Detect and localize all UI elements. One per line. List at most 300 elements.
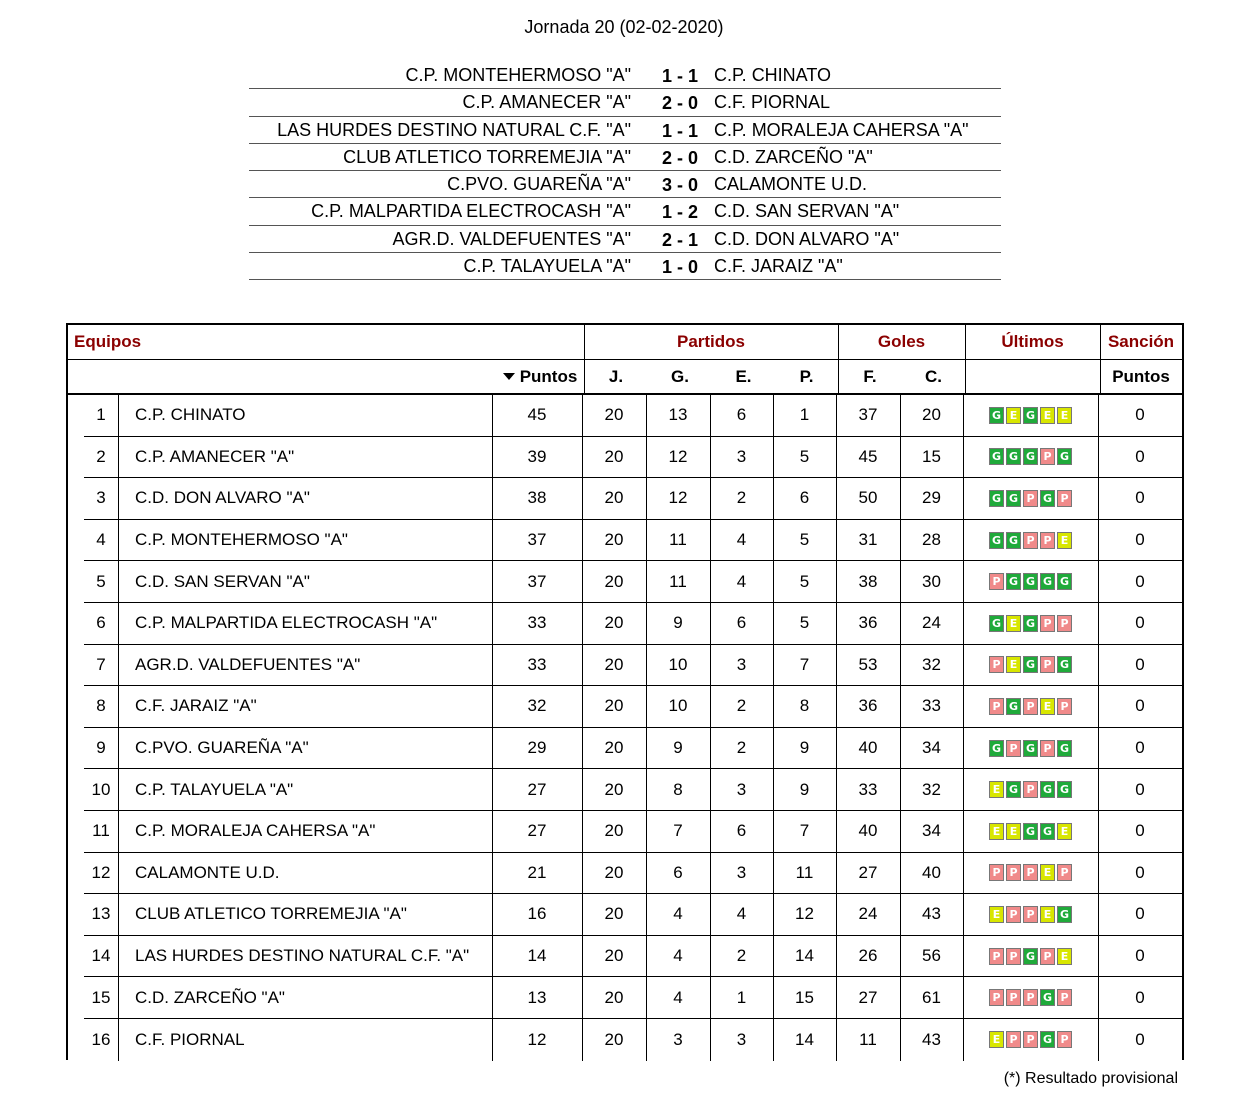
cell-pos: 6	[96, 613, 106, 633]
result-badge: P	[989, 948, 1004, 965]
result-badge: E	[1040, 698, 1055, 715]
result-badge: E	[1057, 407, 1072, 424]
cell-pts: 27	[527, 821, 547, 841]
result-badge: P	[1057, 1031, 1072, 1048]
result-badge: P	[1057, 490, 1072, 507]
cell-g: 9	[673, 613, 683, 633]
last-results	[963, 769, 1098, 810]
header-ultimos: Últimos	[1001, 332, 1064, 351]
cell-j: 20	[604, 946, 624, 966]
cell-pos: 8	[96, 696, 106, 716]
cell-j: 20	[604, 613, 624, 633]
cell-team: AGR.D. VALDEFUENTES "A"	[135, 654, 361, 674]
result-badge: G	[1040, 573, 1055, 590]
cell-e: 3	[736, 654, 747, 674]
cell-g: 4	[673, 946, 683, 966]
result-badge: P	[1006, 948, 1021, 965]
cell-sancion: 0	[1135, 696, 1145, 716]
cell-e: 2	[736, 738, 747, 758]
last-results	[963, 520, 1098, 561]
cell-pos: 1	[96, 405, 106, 425]
header-sancion: Sanción	[1107, 332, 1175, 351]
result-score: 1 - 1	[661, 120, 699, 141]
cell-pts: 37	[527, 571, 547, 591]
result-row	[249, 198, 1001, 225]
table-row	[84, 478, 1184, 520]
result-badge: P	[1040, 948, 1055, 965]
result-badge: G	[1040, 490, 1055, 507]
cell-e: 2	[736, 946, 747, 966]
cell-p: 6	[799, 488, 810, 508]
result-badge: G	[1057, 740, 1072, 757]
last-results	[963, 811, 1098, 852]
table-row	[84, 686, 1184, 728]
result-score: 1 - 2	[661, 202, 699, 223]
table-row	[84, 645, 1184, 687]
cell-team: CALAMONTE U.D.	[135, 862, 280, 882]
result-badge: G	[1040, 823, 1055, 840]
cell-pts: 14	[527, 946, 547, 966]
result-home-team: C.P. AMANECER "A"	[462, 92, 631, 113]
cell-p: 5	[799, 571, 810, 591]
cell-sancion: 0	[1135, 488, 1145, 508]
cell-pts: 33	[527, 613, 547, 633]
result-badge: P	[1057, 989, 1072, 1006]
result-row	[249, 144, 1001, 171]
cell-sancion: 0	[1135, 821, 1145, 841]
cell-j: 20	[604, 446, 624, 466]
result-away-team: C.P. MORALEJA CAHERSA "A"	[714, 119, 969, 140]
cell-team: C.D. DON ALVARO "A"	[135, 488, 310, 508]
cell-team: C.P. MONTEHERMOSO "A"	[135, 530, 348, 550]
result-badge: E	[1040, 906, 1055, 923]
sort-down-icon	[503, 373, 515, 380]
result-badge: G	[1006, 698, 1021, 715]
cell-e: 4	[736, 904, 747, 924]
result-badge: G	[1023, 823, 1038, 840]
cell-f: 24	[858, 904, 878, 924]
result-badge: P	[1040, 740, 1055, 757]
header-j: J.	[608, 366, 624, 386]
cell-j: 20	[604, 738, 624, 758]
cell-f: 27	[858, 862, 878, 882]
result-badge: G	[1023, 948, 1038, 965]
result-badge: G	[989, 448, 1004, 465]
cell-c: 56	[922, 946, 941, 966]
table-row	[84, 811, 1184, 853]
result-badge: P	[1023, 698, 1038, 715]
cell-g: 9	[673, 738, 683, 758]
cell-pos: 15	[91, 987, 111, 1007]
cell-team: C.P. AMANECER "A"	[135, 446, 295, 466]
cell-pts: 27	[527, 779, 547, 799]
cell-f: 50	[858, 488, 878, 508]
result-badge: P	[1023, 906, 1038, 923]
cell-c: 43	[922, 1029, 941, 1049]
result-badge: E	[989, 823, 1004, 840]
result-badge: P	[1023, 490, 1038, 507]
sort-puntos-header[interactable]	[498, 360, 582, 393]
result-badge: G	[1057, 448, 1072, 465]
result-home-team: LAS HURDES DESTINO NATURAL C.F. "A"	[277, 119, 631, 140]
result-home-team: C.P. TALAYUELA "A"	[463, 256, 631, 277]
cell-c: 28	[922, 530, 941, 550]
result-badge: P	[1006, 906, 1021, 923]
result-badge: G	[1040, 989, 1055, 1006]
result-home-team: C.P. MALPARTIDA ELECTROCASH "A"	[311, 201, 631, 222]
standings-table	[66, 323, 1184, 1060]
header-partidos: Partidos	[676, 332, 746, 351]
last-results	[963, 478, 1098, 519]
cell-g: 10	[668, 696, 688, 716]
cell-e: 1	[736, 987, 747, 1007]
result-badge: E	[1006, 823, 1021, 840]
cell-p: 15	[795, 987, 814, 1007]
cell-sancion: 0	[1135, 862, 1145, 882]
cell-pts: 32	[527, 696, 547, 716]
cell-f: 27	[858, 987, 878, 1007]
table-row	[84, 853, 1184, 895]
result-score: 1 - 1	[661, 66, 699, 86]
cell-sancion: 0	[1135, 654, 1145, 674]
cell-sancion: 0	[1135, 571, 1145, 591]
table-row	[84, 894, 1184, 936]
result-badge: G	[1057, 656, 1072, 673]
result-badge: G	[1023, 448, 1038, 465]
result-badge: G	[1006, 532, 1021, 549]
result-badge: P	[1006, 864, 1021, 881]
result-badge: P	[1023, 989, 1038, 1006]
cell-g: 10	[668, 654, 688, 674]
cell-g: 13	[668, 405, 688, 425]
cell-team: C.PVO. GUAREÑA "A"	[135, 738, 309, 758]
cell-g: 12	[668, 446, 688, 466]
cell-pos: 14	[91, 946, 111, 966]
result-badge: G	[1023, 656, 1038, 673]
table-row	[84, 437, 1184, 479]
cell-f: 45	[858, 446, 878, 466]
cell-f: 11	[859, 1029, 877, 1049]
cell-e: 4	[736, 571, 747, 591]
result-badge: P	[1023, 1031, 1038, 1048]
cell-team: CLUB ATLETICO TORREMEJIA "A"	[135, 904, 407, 924]
cell-pos: 10	[91, 779, 111, 799]
cell-f: 53	[858, 654, 878, 674]
table-row	[84, 728, 1184, 770]
standings-body	[66, 395, 1184, 1060]
cell-p: 5	[799, 446, 810, 466]
table-row	[84, 936, 1184, 978]
result-away-team: C.D. ZARCEÑO "A"	[714, 146, 873, 167]
result-badge: P	[1040, 656, 1055, 673]
result-badge: G	[989, 407, 1004, 424]
cell-team: C.F. PIORNAL	[135, 1029, 245, 1049]
cell-e: 6	[736, 405, 747, 425]
last-results	[963, 936, 1098, 977]
result-badge: E	[1057, 948, 1072, 965]
cell-g: 4	[673, 904, 683, 924]
cell-sancion: 0	[1135, 1029, 1145, 1049]
cell-c: 34	[922, 821, 941, 841]
cell-j: 20	[604, 862, 624, 882]
header-f: F.	[863, 366, 877, 386]
cell-g: 11	[669, 530, 687, 550]
cell-sancion: 0	[1135, 613, 1145, 633]
result-badge: P	[1023, 864, 1038, 881]
header-sancion-puntos: Puntos	[1112, 366, 1170, 386]
cell-sancion: 0	[1135, 738, 1145, 758]
cell-pos: 12	[91, 862, 111, 882]
cell-g: 8	[673, 779, 683, 799]
result-badge: G	[1057, 906, 1072, 923]
result-badge: G	[1023, 740, 1038, 757]
result-badge: G	[1040, 781, 1055, 798]
cell-c: 32	[922, 654, 941, 674]
table-row	[84, 561, 1184, 603]
header-equipos: Equipos	[74, 332, 142, 351]
cell-c: 24	[922, 613, 941, 633]
result-badge: P	[1006, 740, 1021, 757]
cell-team: C.P. MORALEJA CAHERSA "A"	[135, 821, 376, 841]
header-e: E.	[735, 366, 752, 386]
cell-team: C.D. ZARCEÑO "A"	[135, 987, 285, 1007]
cell-j: 20	[604, 987, 624, 1007]
result-badge: P	[989, 656, 1004, 673]
result-badge: P	[989, 698, 1004, 715]
cell-pos: 4	[96, 530, 106, 550]
cell-p: 11	[795, 862, 814, 882]
result-score: 2 - 1	[661, 229, 699, 250]
cell-p: 5	[799, 613, 810, 633]
result-score: 2 - 0	[661, 147, 699, 168]
result-badge: P	[989, 573, 1004, 590]
cell-p: 8	[799, 696, 810, 716]
header-g: G.	[671, 366, 689, 386]
result-badge: E	[989, 781, 1004, 798]
cell-pts: 33	[527, 654, 547, 674]
cell-e: 2	[736, 696, 747, 716]
cell-pts: 21	[527, 862, 547, 882]
result-away-team: C.P. CHINATO	[714, 65, 832, 85]
cell-j: 20	[604, 571, 624, 591]
result-badge: G	[1023, 615, 1038, 632]
result-badge: E	[1040, 407, 1055, 424]
cell-pos: 3	[96, 488, 106, 508]
last-results	[963, 853, 1098, 894]
cell-p: 12	[795, 904, 814, 924]
result-badge: E	[1057, 823, 1072, 840]
cell-g: 12	[668, 488, 688, 508]
cell-g: 3	[673, 1029, 683, 1049]
result-badge: E	[1006, 407, 1021, 424]
cell-e: 3	[736, 862, 747, 882]
last-results	[963, 1019, 1098, 1061]
cell-e: 6	[736, 821, 747, 841]
result-away-team: C.F. PIORNAL	[714, 92, 831, 113]
cell-pos: 13	[91, 904, 111, 924]
table-row	[84, 603, 1184, 645]
cell-p: 9	[799, 738, 810, 758]
cell-j: 20	[604, 654, 624, 674]
cell-pts: 45	[527, 405, 547, 425]
cell-team: C.F. JARAIZ "A"	[135, 696, 257, 716]
last-results	[963, 977, 1098, 1018]
result-badge: G	[1006, 490, 1021, 507]
cell-e: 2	[736, 488, 747, 508]
result-badge: P	[1023, 781, 1038, 798]
footnote: (*) Resultado provisional	[1003, 1070, 1178, 1087]
cell-e: 3	[736, 779, 747, 799]
result-badge: G	[989, 490, 1004, 507]
result-badge: P	[1040, 448, 1055, 465]
result-badge: E	[1057, 532, 1072, 549]
result-badge: G	[1006, 448, 1021, 465]
cell-j: 20	[604, 405, 624, 425]
page-title: Jornada 20 (02-02-2020)	[524, 17, 724, 37]
result-score: 3 - 0	[661, 175, 699, 196]
cell-c: 29	[922, 488, 941, 508]
result-row	[249, 117, 1001, 144]
cell-e: 3	[736, 1029, 747, 1049]
cell-p: 14	[795, 1029, 814, 1049]
last-results	[963, 437, 1098, 478]
result-home-team: C.P. MONTEHERMOSO "A"	[405, 65, 631, 85]
result-home-team: C.PVO. GUAREÑA "A"	[447, 174, 631, 195]
cell-p: 7	[799, 821, 810, 841]
result-row	[249, 62, 1001, 89]
cell-f: 26	[858, 946, 878, 966]
cell-g: 6	[673, 862, 683, 882]
result-badge: P	[1040, 532, 1055, 549]
result-badge: G	[1057, 781, 1072, 798]
cell-sancion: 0	[1135, 530, 1145, 550]
result-badge: P	[989, 864, 1004, 881]
cell-pos: 16	[91, 1029, 111, 1049]
result-badge: G	[1023, 573, 1038, 590]
last-results	[963, 603, 1098, 644]
last-results	[963, 645, 1098, 686]
cell-e: 3	[736, 446, 747, 466]
result-badge: E	[1006, 615, 1021, 632]
last-results	[963, 686, 1098, 727]
cell-c: 33	[922, 696, 941, 716]
result-away-team: C.F. JARAIZ "A"	[714, 256, 843, 277]
cell-p: 7	[799, 654, 810, 674]
table-row	[84, 977, 1184, 1019]
cell-c: 34	[922, 738, 941, 758]
header-row-columns	[66, 359, 1184, 395]
header-p: P.	[799, 366, 814, 386]
cell-sancion: 0	[1135, 446, 1145, 466]
cell-p: 9	[799, 779, 810, 799]
result-score: 1 - 0	[661, 257, 699, 278]
cell-f: 38	[858, 571, 878, 591]
last-results	[963, 728, 1098, 769]
cell-f: 33	[858, 779, 878, 799]
result-home-team: AGR.D. VALDEFUENTES "A"	[392, 228, 631, 249]
cell-j: 20	[604, 488, 624, 508]
table-row	[84, 769, 1184, 811]
cell-c: 20	[922, 405, 941, 425]
result-row	[249, 226, 1001, 253]
cell-pts: 29	[527, 738, 547, 758]
cell-f: 40	[858, 738, 878, 758]
cell-j: 20	[604, 696, 624, 716]
cell-pts: 13	[527, 987, 547, 1007]
cell-j: 20	[604, 1029, 624, 1049]
last-results	[963, 894, 1098, 935]
cell-e: 4	[736, 530, 747, 550]
result-badge: G	[989, 615, 1004, 632]
result-badge: G	[1006, 781, 1021, 798]
cell-sancion: 0	[1135, 987, 1145, 1007]
cell-p: 1	[799, 405, 810, 425]
cell-p: 5	[799, 530, 810, 550]
cell-sancion: 0	[1135, 779, 1145, 799]
result-badge: P	[1057, 864, 1072, 881]
cell-pos: 11	[92, 821, 110, 841]
result-badge: P	[1006, 1031, 1021, 1048]
result-badge: G	[1040, 1031, 1055, 1048]
result-badge: E	[1040, 864, 1055, 881]
cell-g: 11	[669, 571, 687, 591]
cell-f: 36	[858, 696, 878, 716]
cell-f: 36	[858, 613, 878, 633]
cell-pos: 2	[96, 446, 106, 466]
result-badge: P	[1057, 615, 1072, 632]
cell-f: 37	[858, 405, 878, 425]
header-puntos: Puntos	[519, 366, 578, 386]
table-row	[84, 520, 1184, 562]
cell-c: 15	[922, 446, 941, 466]
result-row	[249, 89, 1001, 116]
cell-j: 20	[604, 821, 624, 841]
cell-f: 40	[858, 821, 878, 841]
cell-g: 7	[673, 821, 683, 841]
result-away-team: C.D. SAN SERVAN "A"	[714, 201, 900, 222]
cell-team: LAS HURDES DESTINO NATURAL C.F. "A"	[135, 946, 470, 966]
last-results	[963, 561, 1098, 602]
table-row	[84, 1019, 1184, 1061]
cell-c: 32	[922, 779, 941, 799]
result-badge: P	[1006, 989, 1021, 1006]
result-away-team: CALAMONTE U.D.	[714, 174, 868, 195]
header-row-groups	[66, 323, 1184, 359]
cell-c: 61	[922, 987, 941, 1007]
cell-j: 20	[604, 779, 624, 799]
results-list	[249, 62, 1001, 280]
result-badge: P	[1057, 698, 1072, 715]
result-badge: E	[1006, 656, 1021, 673]
cell-g: 4	[673, 987, 683, 1007]
cell-j: 20	[604, 904, 624, 924]
result-away-team: C.D. DON ALVARO "A"	[714, 228, 900, 249]
cell-pos: 7	[96, 654, 106, 674]
result-badge: G	[1023, 407, 1038, 424]
result-badge: P	[989, 989, 1004, 1006]
cell-j: 20	[604, 530, 624, 550]
cell-e: 6	[736, 613, 747, 633]
result-badge: G	[989, 532, 1004, 549]
cell-pos: 9	[96, 738, 106, 758]
cell-c: 43	[922, 904, 941, 924]
cell-sancion: 0	[1135, 946, 1145, 966]
cell-f: 31	[858, 530, 878, 550]
cell-c: 30	[922, 571, 941, 591]
result-badge: P	[1040, 615, 1055, 632]
result-badge: G	[1057, 573, 1072, 590]
cell-pts: 39	[527, 446, 547, 466]
